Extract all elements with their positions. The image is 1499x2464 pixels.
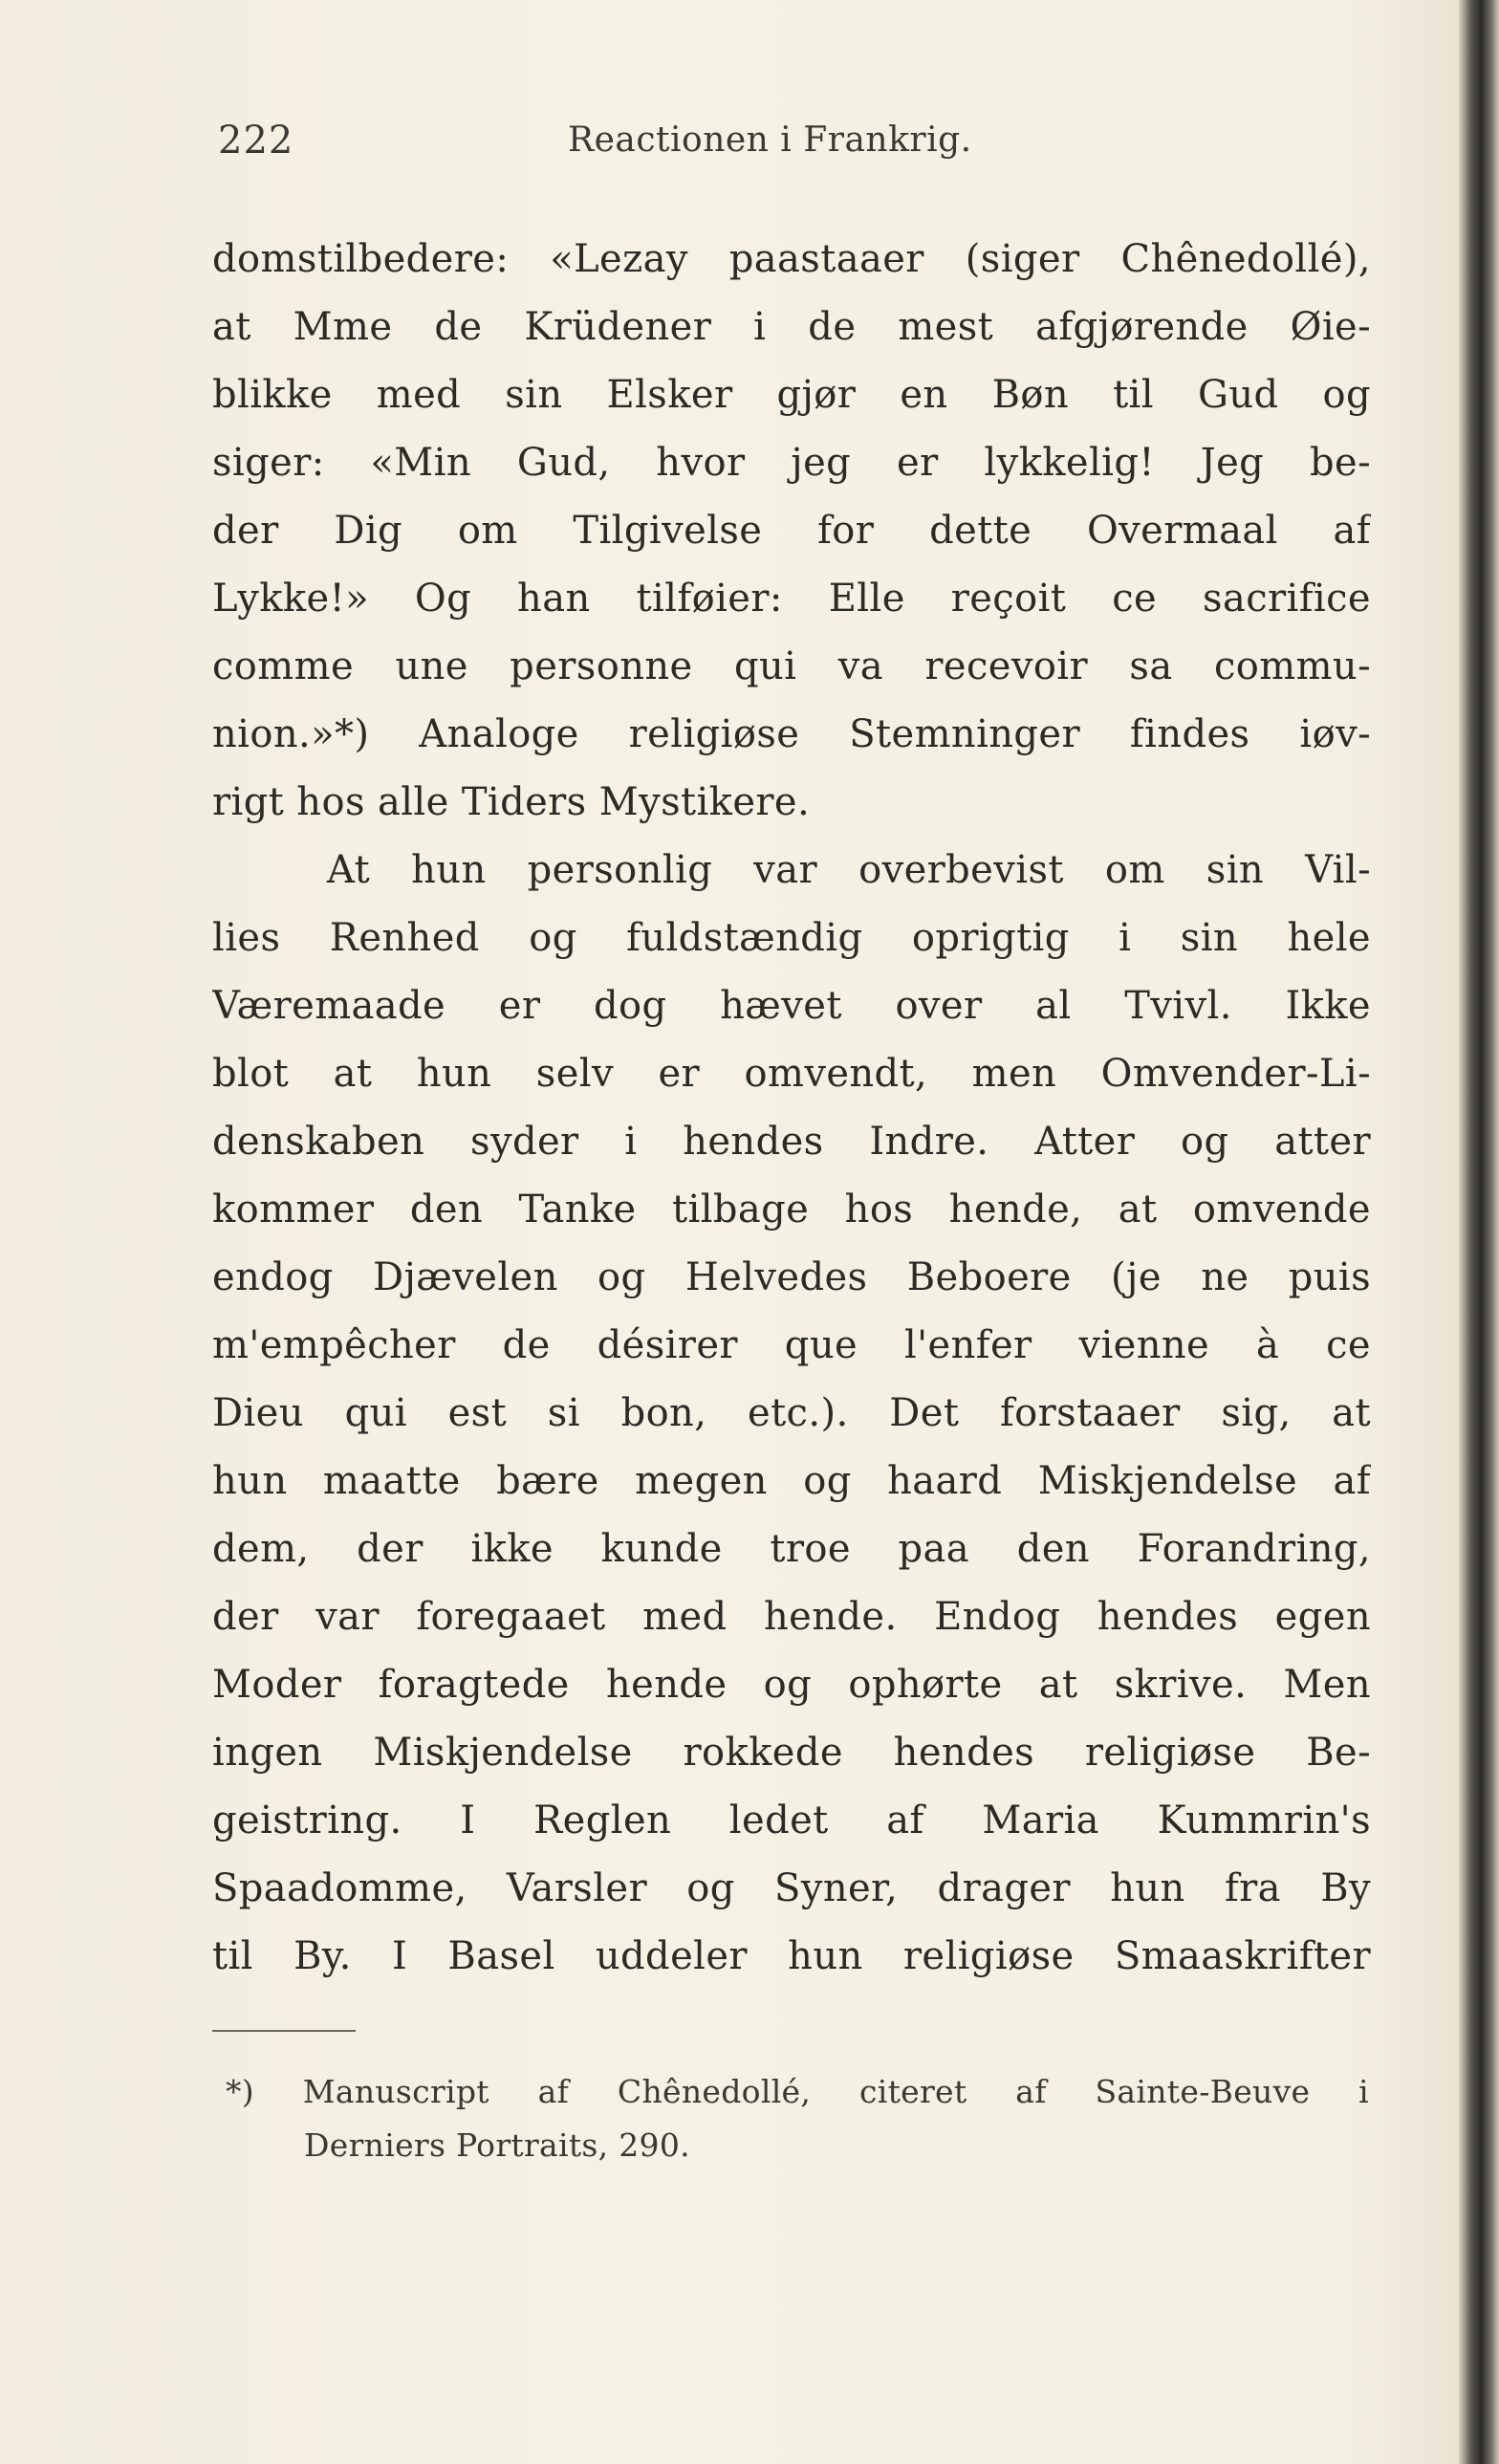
text-line: geistring. I Reglen ledet af Maria Kummrin's	[212, 1799, 1371, 1843]
text-line: at Mme de Krüdener i de mest afgjørende Øie-	[212, 305, 1371, 349]
footnote	[226, 2065, 1369, 2172]
book-binding-edge	[1459, 0, 1499, 2464]
text-line: lies Renhed og fuldstændig oprigtig i sin hele	[212, 916, 1371, 960]
footnote-line: *) Manuscript af Chênedollé, citeret af Sainte-Beuve i	[226, 2073, 1369, 2110]
running-title: Reactionen i Frankrig.	[568, 120, 972, 160]
text-line: dem, der ikke kunde troe paa den Forandring,	[212, 1527, 1371, 1571]
text-line: til By. I Basel uddeler hun religiøse Smaaskrifter	[212, 1934, 1371, 1978]
running-head	[212, 113, 1340, 170]
text-line: der var foregaaet med hende. Endog hendes egen	[212, 1595, 1371, 1639]
text-line: m'empêcher de désirer que l'enfer vienne à ce	[212, 1323, 1371, 1367]
text-line: siger: «Min Gud, hvor jeg er lykkelig! Jeg be-	[212, 441, 1371, 485]
text-line: Dieu qui est si bon, etc.). Det forstaaer sig, at	[212, 1391, 1371, 1435]
text-line: domstilbedere: «Lezay paastaaer (siger Chênedollé),	[212, 237, 1371, 281]
text-line: blikke med sin Elsker gjør en Bøn til Gud og	[212, 373, 1371, 417]
text-line: denskaben syder i hendes Indre. Atter og atter	[212, 1120, 1371, 1164]
footnote-rule	[212, 2030, 356, 2032]
text-line: rigt hos alle Tiders Mystikere.	[212, 780, 811, 824]
text-line: endog Djævelen og Helvedes Beboere (je ne puis	[212, 1255, 1371, 1299]
text-line: comme une personne qui va recevoir sa commu-	[212, 644, 1371, 688]
text-line: der Dig om Tilgivelse for dette Overmaal af	[212, 509, 1371, 553]
text-line: hun maatte bære megen og haard Miskjendelse af	[212, 1459, 1371, 1503]
text-line: Moder foragtede hende og ophørte at skrive. Men	[212, 1663, 1371, 1707]
text-line: blot at hun selv er omvendt, men Omvender-Li-	[212, 1052, 1371, 1096]
text-line: Lykke!» Og han tilføier: Elle reçoit ce sacrifice	[212, 577, 1371, 621]
body-text	[212, 226, 1371, 1991]
text-line: ingen Miskjendelse rokkede hendes religiøse Be-	[212, 1731, 1371, 1775]
text-line: nion.»*) Analoge religiøse Stemninger findes iøv-	[212, 712, 1371, 756]
text-line: Spaadomme, Varsler og Syner, drager hun fra By	[212, 1866, 1371, 1910]
text-line: At hun personlig var overbevist om sin Vil-	[327, 848, 1371, 892]
text-line: kommer den Tanke tilbage hos hende, at omvende	[212, 1188, 1371, 1232]
text-line: Væremaade er dog hævet over al Tvivl. Ikke	[212, 984, 1371, 1028]
footnote-line: Derniers Portraits, 290.	[304, 2126, 690, 2164]
page-number: 222	[218, 119, 294, 163]
